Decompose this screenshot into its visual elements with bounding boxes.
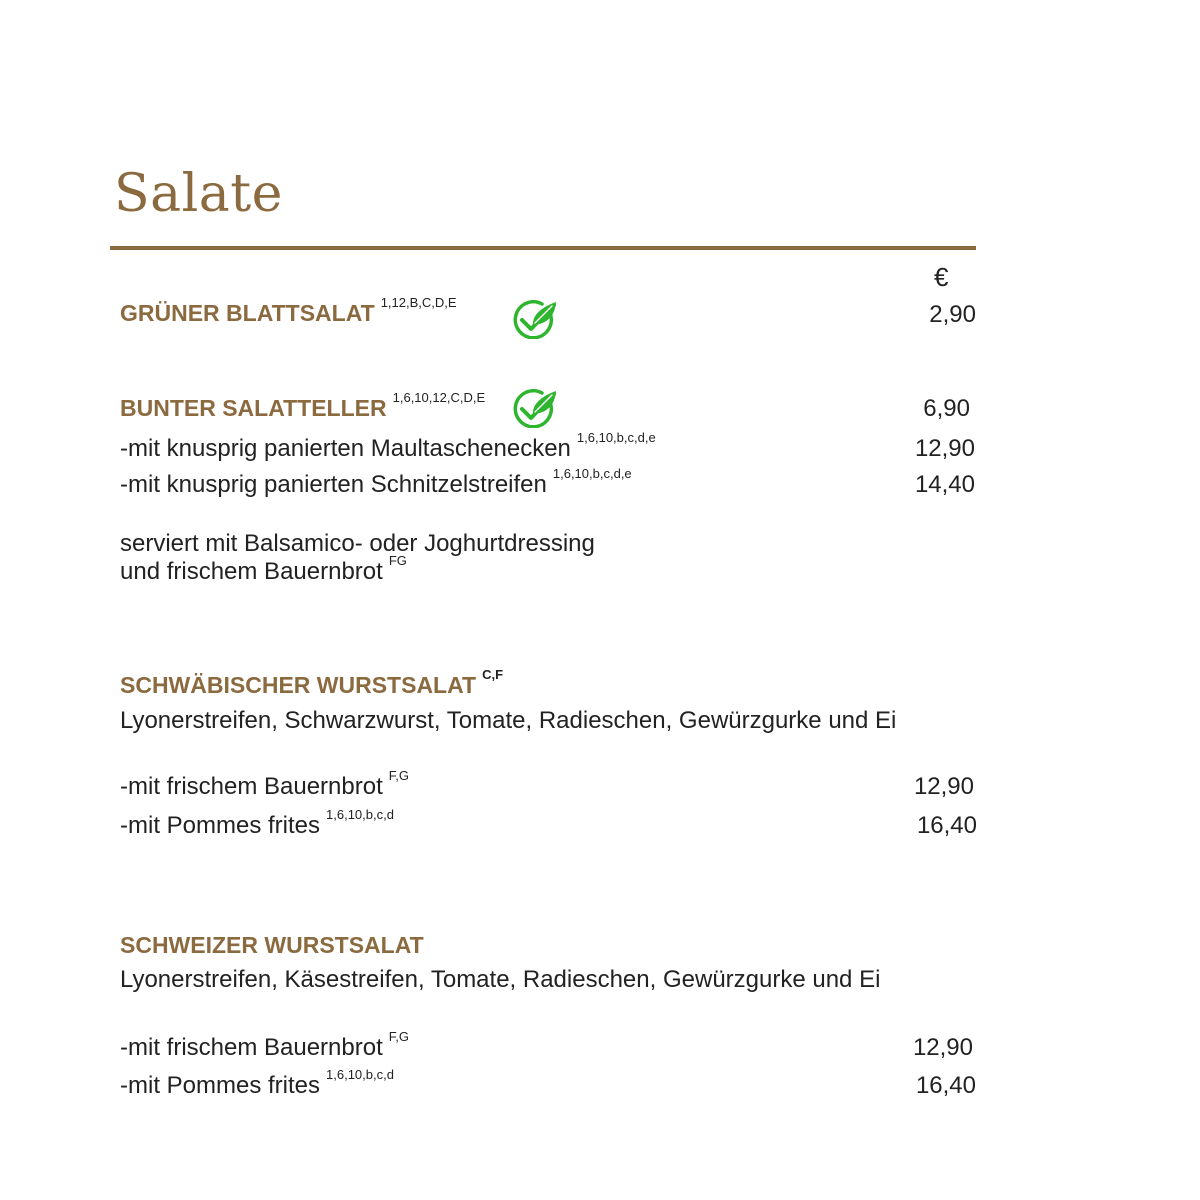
option-row: [120, 1067, 394, 1099]
currency-label: €: [934, 262, 949, 292]
item-name-text: SCHWÄBISCHER WURSTSALAT: [120, 672, 477, 698]
serving-note-line2: [120, 553, 407, 585]
option-label: -mit knusprig panierten Schnitzelstreifen: [120, 471, 547, 498]
allergen-codes: F,G: [388, 768, 409, 783]
vegan-leaf-check-icon: [512, 388, 558, 428]
allergen-codes: 1,12,B,C,D,E: [380, 295, 457, 310]
menu-item-name: [120, 667, 504, 698]
menu-item-name: [120, 934, 424, 957]
option-price: 12,90: [912, 1034, 973, 1061]
option-price: 16,40: [915, 1072, 976, 1099]
item-description: Lyonerstreifen, Schwarzwurst, Tomate, Radieschen, Gewürzgurke und Ei: [120, 707, 897, 734]
option-label: -mit knusprig panierten Maultaschenecken: [120, 435, 571, 462]
item-name-text: BUNTER SALATTELLER: [120, 395, 387, 421]
allergen-codes: 1,6,10,12,C,D,E: [392, 390, 486, 405]
page-title: Salate: [114, 164, 283, 224]
option-price: 16,40: [916, 812, 977, 839]
option-price: 14,40: [914, 471, 975, 498]
option-row: [120, 430, 656, 462]
item-description: Lyonerstreifen, Käsestreifen, Tomate, Radieschen, Gewürzgurke und Ei: [120, 966, 881, 993]
option-row: [120, 1029, 409, 1061]
allergen-codes: F,G: [388, 1029, 409, 1044]
option-price: 12,90: [913, 773, 974, 800]
allergen-codes: C,F: [482, 667, 504, 682]
item-price: 2,90: [929, 301, 976, 328]
allergen-codes: 1,6,10,b,c,d: [326, 807, 394, 822]
option-label: -mit frischem Bauernbrot: [120, 1034, 383, 1061]
serving-note: serviert mit Balsamico- oder Joghurtdressing: [120, 530, 595, 557]
allergen-codes: 1,6,10,b,c,d,e: [552, 466, 632, 481]
option-label: -mit Pommes frites: [120, 812, 321, 839]
allergen-codes: FG: [388, 553, 407, 568]
option-row: [120, 768, 409, 800]
vegan-leaf-check-icon: [512, 299, 558, 339]
menu-item-name: [120, 295, 457, 326]
title-divider: [110, 246, 976, 250]
serving-note-text: und frischem Bauernbrot: [120, 558, 383, 585]
option-label: -mit frischem Bauernbrot: [120, 773, 383, 800]
option-price: 12,90: [914, 435, 975, 462]
option-row: [120, 807, 394, 839]
option-row: [120, 466, 632, 498]
allergen-codes: 1,6,10,b,c,d,e: [576, 430, 656, 445]
menu-item-name: [120, 390, 486, 421]
option-label: -mit Pommes frites: [120, 1072, 321, 1099]
item-name-text: GRÜNER BLATTSALAT: [120, 300, 375, 326]
item-name-text: SCHWEIZER WURSTSALAT: [120, 932, 424, 958]
item-price: 6,90: [923, 395, 970, 422]
allergen-codes: 1,6,10,b,c,d: [326, 1067, 394, 1082]
